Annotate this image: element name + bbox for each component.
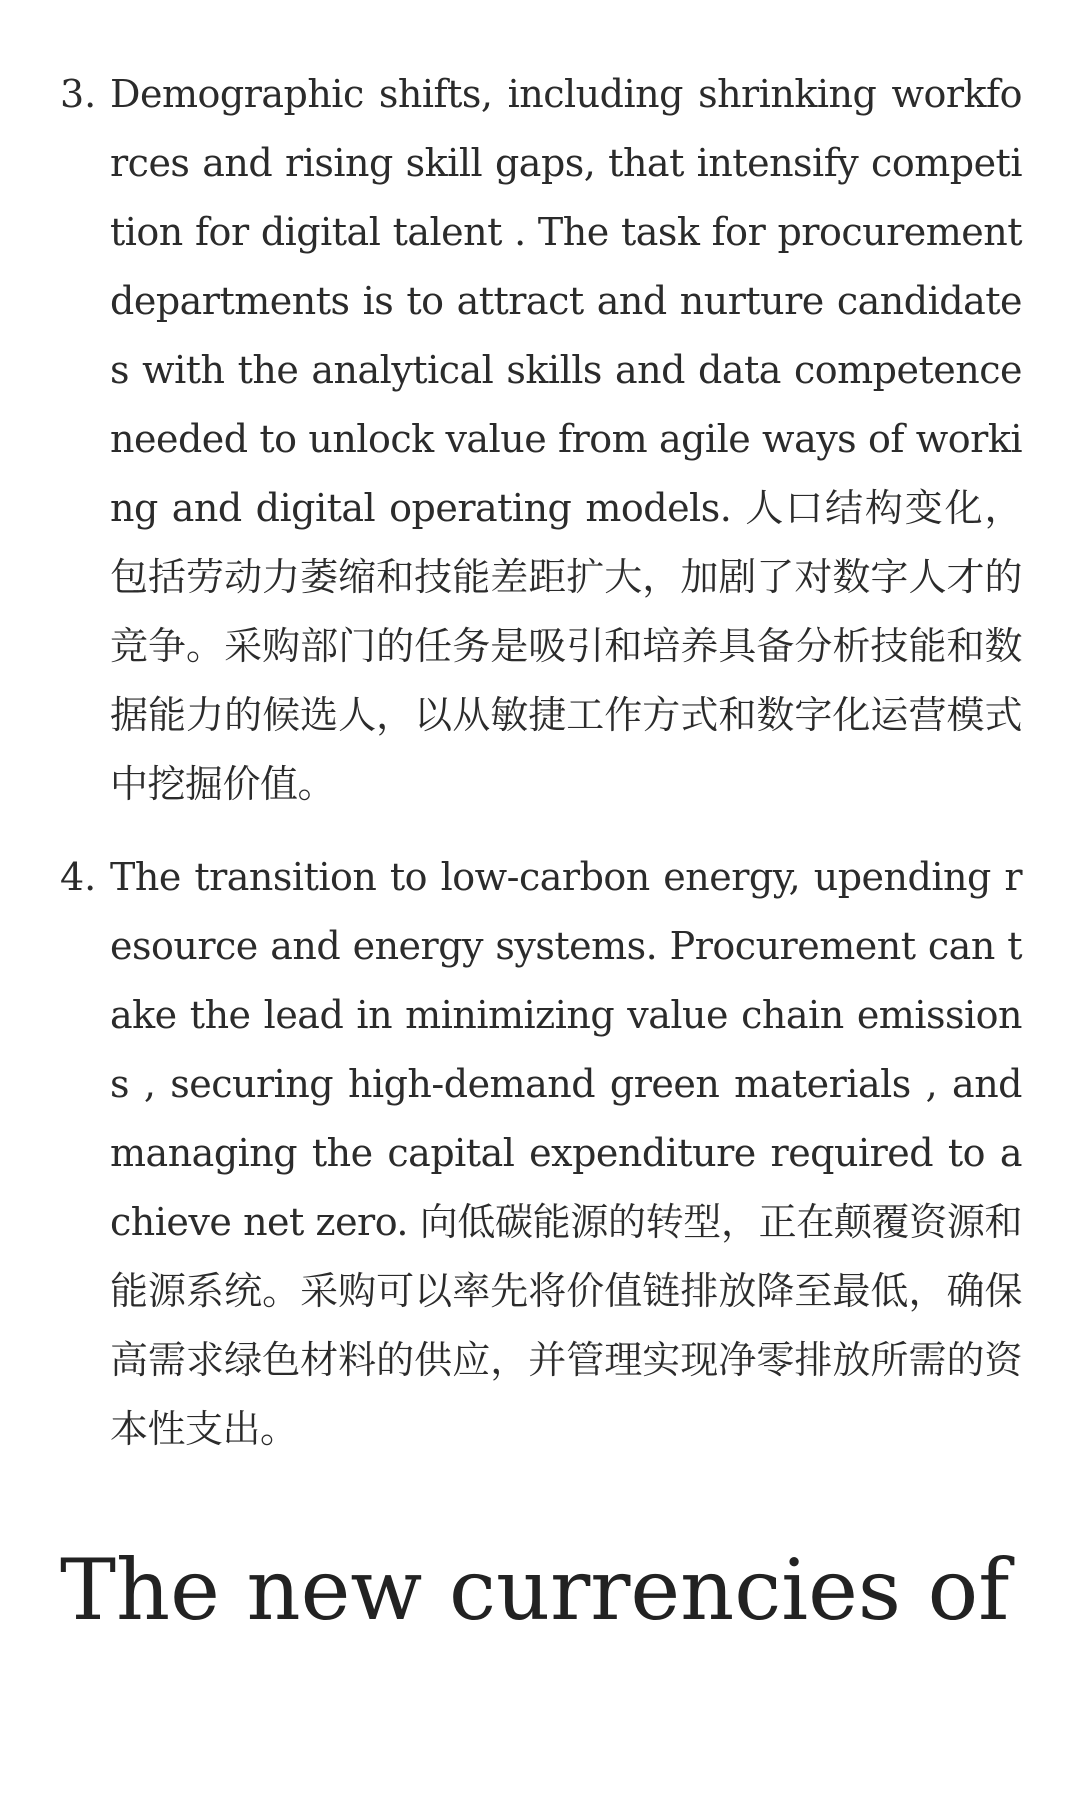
list-item-number: 3. [60, 72, 97, 116]
list-item-text: Demographic shifts, including shrinking workforces and rising skill gaps, that intensify competition for digital talent . The task for procurement departments is to attract and nurture candidates with the analytical skills and data competence needed to unlock value from agile ways of working and digital operating models. 人口结构变化，包括劳动力萎缩和技能差距扩大，加剧了对数字人才的竞争。采购部门的任务是吸引和培养具备分析技能和数据能力的候选人，以从敏捷工作方式和数字化运营模式中挖掘价值。 [110, 72, 1022, 806]
list-item [60, 60, 1022, 819]
numbered-list [60, 60, 1022, 1488]
list-item [60, 843, 1022, 1464]
list-item-number: 4. [60, 855, 97, 899]
section-heading: The new currencies of [60, 1541, 1010, 1639]
list-item-text: The transition to low-carbon energy, upending resource and energy systems. Procurement can take the lead in minimizing value chain emissions , securing high-demand green materials , and managing the capital expenditure required to achieve net zero. 向低碳能源的转型，正在颠覆资源和能源系统。采购可以率先将价值链排放降至最低，确保高需求绿色材料的供应，并管理实现净零排放所需的资本性支出。 [110, 855, 1022, 1451]
